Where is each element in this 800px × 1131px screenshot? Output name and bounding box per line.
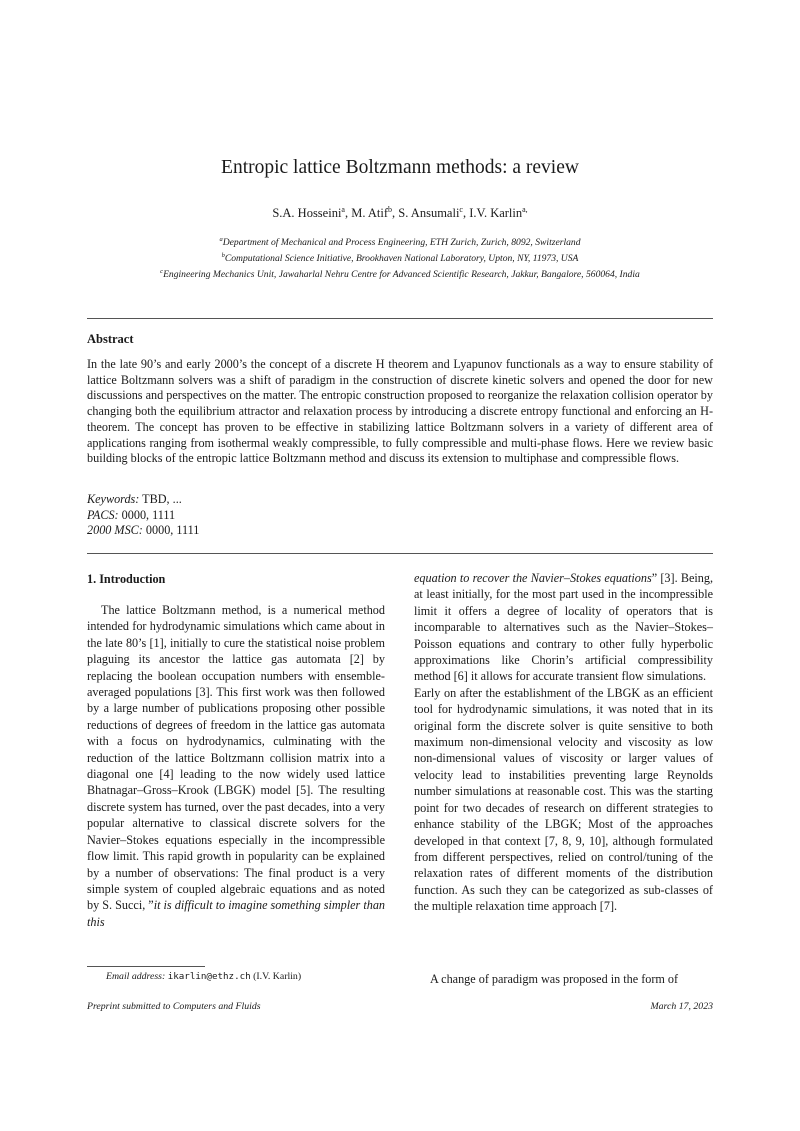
abstract-heading: Abstract <box>87 332 134 346</box>
affiliation: $^b$Computational Science Initiative, Brookhaven National Laboratory, Upton, NY, 11973, USA <box>221 252 579 265</box>
author: M. Atif$^b$, <box>351 205 399 221</box>
stability-paragraph: Early on after the establishment of the LBGK as an efficient tool for hydrodynamic simulations, it was noted that in its original form the discrete solver is quite sensitive to both maximum non-dimensional velocity and viscosity as low non-dimensional values of viscosity or larger values of velocity lead to instabilities preventing large Reynolds number simulations at reasonable cost. This was the starting point for two decades of research on different strategies to enhance stability of the LBGK; Most of the approaches developed in that context [7, 8, 9, 10], although formulated from different perspectives, relied on control/tuning of the relaxation rates of different moments of the distribution function. As such they can be categorized as sub-classes of the multiple relaxation time approach [7]. <box>414 685 713 914</box>
email-link[interactable]: ikarlin@ethz.ch <box>167 971 251 982</box>
affiliation-list <box>0 233 800 282</box>
affiliation: $^c$Engineering Mechanics Unit, Jawaharlal Nehru Centre for Advanced Scientific Research, Jakkur, Bangalore, 560064, India <box>160 268 640 281</box>
author: I.V. Karlin$^{a,}$ <box>469 205 528 221</box>
msc-line: 2000 MSC: 0000, 1111 <box>87 523 200 538</box>
top-divider <box>87 318 713 319</box>
author-list <box>0 205 800 221</box>
paragraph-start: A change of paradigm was proposed in the form of <box>430 972 679 986</box>
intro-paragraph-continued: equation to recover the Navier–Stokes equations” [3]. Being, at least initially, for the most part used in the incompressible limit it offers a degree of locality of operators that is incomparable to alternatives such as the Navier–Stokes–Poisson equations and contrary to other fully hyperbolic approximations like Chorin’s artificial compressibility method [6] it allows for accurate transient flow simulations. <box>414 571 714 684</box>
intro-paragraph: The lattice Boltzmann method, is a numerical method intended for hydrodynamic simulations which came about in the late 80’s [1], initially to cure the statistical noise problem plaguing its ancestor the lattice gas automata [2] by replacing the boolean occupation numbers with ensemble-averaged populations [3]. This first work was then followed by a large number of publications proposing other possible reductions of degrees of freedom in the lattice gas automata with a focus on hydrodynamics, culminating with the reduction of the lattice Boltzmann collision matrix into a diagonal one [4] leading to the now widely used lattice Bhatnagar–Gross–Krook (LBGK) model [5]. The resulting discrete system has turned, over the past decades, into a very popular alternative to classical discrete solvers for the Navier–Stokes equations especially in the incompressible flow limit. This rapid growth in popularity can be explained by a number of observations: The final product is a very simple system of coupled algebraic equations and as noted by S. Succi, ”it is difficult to imagine something simpler than this <box>87 603 386 929</box>
preprint-note: Preprint submitted to Computers and Fluids <box>87 1001 261 1012</box>
author: S.A. Hosseini$^a$, <box>272 205 352 221</box>
footnote: Email address: ikarlin@ethz.ch (I.V. Karlin) <box>106 971 302 982</box>
keywords-block <box>87 492 199 539</box>
paper-title: Entropic lattice Boltzmann methods: a review <box>221 157 579 178</box>
section-heading: 1. Introduction <box>87 572 166 586</box>
right-column <box>414 570 713 915</box>
date: March 17, 2023 <box>650 1001 713 1012</box>
affiliation: $^a$Department of Mechanical and Process Engineering, ETH Zurich, Zurich, 8092, Switzerland <box>219 236 581 249</box>
pacs-line: PACS: 0000, 1111 <box>87 507 176 522</box>
keywords-line: Keywords: TBD, ... <box>87 492 182 506</box>
footnote-divider <box>87 966 205 967</box>
abstract-text: In the late 90’s and early 2000’s the concept of a discrete H theorem and Lyapunov functionals as a way to ensure stability of lattice Boltzmann solvers was a shift of paradigm in the construction of discrete kinetic solvers and opened the door for new discussions and perspectives on the matter. The entropic construction proposed to reorganize the relaxation collision operator by changing both the equilibrium attractor and relaxation process by introducing a discrete entropy functional and enforcing an H-theorem. The concept has proven to be effective in stabilizing lattice Boltzmann solvers in a variety of different area of applications ranging from isothermal weakly compressible, to fully compressible and multi-phase flows. Here we review basic building blocks of the entropic lattice Boltzmann method and discuss its extension to multiphase and compressible flows. <box>87 357 713 466</box>
left-column <box>87 602 385 930</box>
bottom-divider <box>87 553 713 554</box>
author: S. Ansumali$^c$, <box>398 205 470 221</box>
